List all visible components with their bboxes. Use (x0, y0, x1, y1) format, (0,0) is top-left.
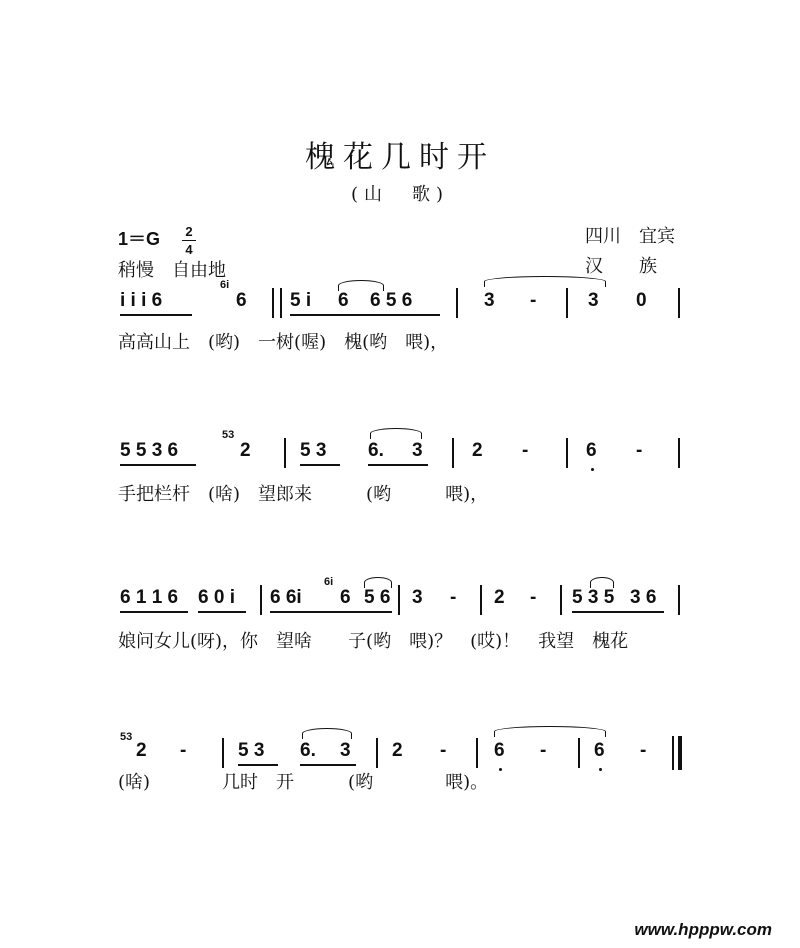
note: 3 (484, 290, 495, 311)
note: 6 (586, 440, 597, 461)
note-group: i i i 6 (120, 290, 163, 311)
note-group: 5 i (290, 290, 312, 311)
lyrics-line-4: (啥) 几时 开 (哟 喂)。 (118, 772, 489, 793)
bar-line (480, 585, 482, 615)
website-watermark: www.hpppw.com (634, 920, 772, 939)
rest-dash: - (530, 290, 537, 311)
tie-slur (494, 726, 606, 737)
underline (120, 611, 188, 613)
underline (270, 611, 392, 613)
note-group: 3 6 (630, 587, 657, 608)
tie-slur (302, 728, 352, 739)
bar-line (678, 288, 680, 318)
note-group: 5 3 (300, 440, 327, 461)
note-group: 6 5 6 (370, 290, 413, 311)
rest-dash: - (540, 740, 547, 761)
note: 6. (368, 440, 384, 461)
note-group: 5 3 (238, 740, 265, 761)
bar-line (476, 738, 478, 768)
bar-line (398, 585, 400, 615)
bar-line (578, 738, 580, 768)
note: 3 (340, 740, 351, 761)
rest-dash: - (640, 740, 647, 761)
note: 6 (236, 290, 247, 311)
tie-slur (370, 428, 422, 439)
bar-line (678, 438, 680, 468)
note-group: 6 6i (270, 587, 302, 608)
note-group: 5 6 (364, 587, 391, 608)
rest-dash: - (180, 740, 187, 761)
bar-line (452, 438, 454, 468)
bar-line (376, 738, 378, 768)
note-group: 5 3 5 (572, 587, 615, 608)
underline (290, 314, 440, 316)
rest-dash: - (530, 587, 537, 608)
underline (238, 764, 278, 766)
bar-line (456, 288, 458, 318)
note: 6 (338, 290, 349, 311)
underline (572, 611, 664, 613)
bar-line (222, 738, 224, 768)
time-signature (182, 224, 196, 257)
bar-line (678, 585, 680, 615)
bar-line (272, 288, 274, 318)
note: 3 (588, 290, 599, 311)
rest: 0 (636, 290, 647, 311)
underline (120, 464, 196, 466)
song-subtitle: (山 歌) (350, 184, 450, 205)
lyrics-line-2: 手把栏杆 (啥) 望郎来 (哟 喂)， (118, 484, 489, 505)
low-octave-dot (599, 768, 602, 771)
note-group: 6 0 i (198, 587, 235, 608)
low-octave-dot (499, 768, 502, 771)
bar-line (560, 585, 562, 615)
grace-note: 6i (220, 279, 230, 291)
note: 3 (412, 440, 423, 461)
origin-region: 四川 宜宾 (585, 226, 675, 247)
lyrics-line-1: 高高山上 (哟) 一树(喔) 槐(哟 喂)， (118, 332, 449, 353)
bar-line (280, 288, 282, 318)
tie-slur (484, 276, 606, 287)
time-denominator: 4 (185, 242, 193, 257)
rest-dash: - (440, 740, 447, 761)
grace-note: 6i (324, 576, 334, 588)
underline (300, 764, 356, 766)
note: 3 (412, 587, 423, 608)
note-group: 5 5 3 6 (120, 440, 179, 461)
underline (368, 464, 428, 466)
note: 2 (472, 440, 483, 461)
rest-dash: - (636, 440, 643, 461)
note: 2 (392, 740, 403, 761)
key-signature: 1＝G (118, 229, 161, 249)
grace-note: 53 (120, 731, 133, 743)
time-numerator: 2 (185, 224, 193, 239)
note: 2 (494, 587, 505, 608)
final-bar-thick (678, 736, 682, 770)
bar-line (260, 585, 262, 615)
tempo-marking: 稍慢 自由地 (118, 260, 226, 281)
note: 6 (494, 740, 505, 761)
bar-line (566, 288, 568, 318)
note: 6 (340, 587, 351, 608)
underline (198, 611, 246, 613)
note: 2 (240, 440, 251, 461)
underline (300, 464, 340, 466)
bar-line (566, 438, 568, 468)
underline (120, 314, 192, 316)
rest-dash: - (522, 440, 529, 461)
bar-line (284, 438, 286, 468)
song-title: 槐花几时开 (305, 140, 495, 175)
final-bar-thin (672, 736, 674, 770)
time-line (182, 240, 196, 241)
note: 6 (594, 740, 605, 761)
note: 2 (136, 740, 147, 761)
note: 6. (300, 740, 316, 761)
lyrics-line-3: 娘问女儿(呀)，你 望啥 子(哟 喂)？ (哎)！ 我望 槐花 (118, 631, 629, 652)
note-group: 6 1 1 6 (120, 587, 179, 608)
rest-dash: - (450, 587, 457, 608)
origin-ethnicity: 汉 族 (585, 256, 657, 277)
low-octave-dot (591, 468, 594, 471)
grace-note: 53 (222, 429, 235, 441)
